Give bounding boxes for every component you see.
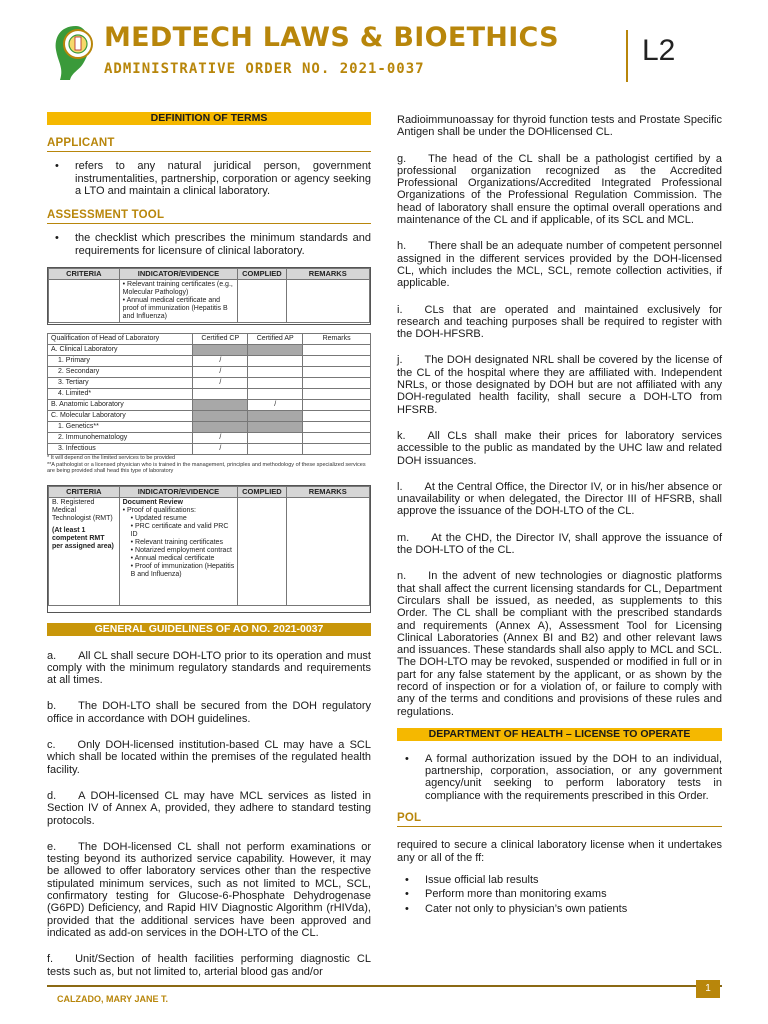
bullet-icon: • <box>405 902 409 915</box>
guideline-paragraph: n. In the advent of new technologies or diagnostic platforms that shall affect the current licensing standards for CL, Department Circulars shall be issued, as needed, as supplements to this Order. The CL shall be compliant with the prescribed standards and requirements (Annex A), Assessment Tool for Licensing Clinical Laboratories (Annex BI and B2) and other relevant laws and issuances. These standards shall also apply to MCL and SCL. The DOH-LTO may be revoked, suspended or modified in full or in part for any false statement by the applicant, or as shown by the record of inspection or for a violation of, or failure to comply with any of the terms and conditions and provisions of these rules and regulations. <box>397 570 722 718</box>
table-cell <box>238 497 286 605</box>
table-cell <box>286 497 369 605</box>
table-header: COMPLIED <box>238 269 286 280</box>
table-row: 2. Secondary / <box>48 367 371 378</box>
table-header: Certified AP <box>248 334 303 345</box>
table-row: 4. Limited* <box>48 389 371 400</box>
table-row: 3. Tertiary / <box>48 378 371 389</box>
left-column <box>47 112 371 978</box>
list-item: • Perform more than monitoring exams <box>397 888 722 900</box>
guideline-paragraph: i. CLs that are operated and maintained exclusively for research and teaching purposes shall be required to register with the DOH-HFSRB. <box>397 303 722 341</box>
page-header <box>0 0 768 95</box>
list-item <box>47 232 371 257</box>
table-cell <box>286 280 369 323</box>
header-divider <box>626 30 628 82</box>
table-header: Certified CP <box>193 334 248 345</box>
guideline-paragraph: d. A DOH-licensed CL may have MCL services as listed in Section IV of Annex A, provided, they adhere to standard testing protocols. <box>47 789 371 827</box>
author-name: CALZADO, MARY JANE T. <box>57 994 169 1004</box>
guideline-paragraph: a. All CL shall secure DOH-LTO prior to its operation and must comply with the minimum regulatory standards and requirements at all times. <box>47 649 371 687</box>
table-cell <box>238 280 286 323</box>
document-title: MEDTECH LAWS & BIOETHICS <box>104 22 559 53</box>
section-bar-definition: DEFINITION OF TERMS <box>47 112 371 125</box>
table-header: INDICATOR/EVIDENCE <box>119 486 238 497</box>
table-header: CRITERIA <box>49 269 120 280</box>
table-row: A. Clinical Laboratory <box>48 345 371 356</box>
list-item: • Notarized employment contract <box>130 546 232 554</box>
table-row: B. Anatomic Laboratory / <box>48 400 371 411</box>
table-cell <box>119 280 238 323</box>
table-row: 1. Genetics** <box>48 422 371 433</box>
list-item: • Issue official lab results <box>397 874 722 886</box>
bullet-icon: • <box>405 873 409 886</box>
guideline-paragraph: f. Unit/Section of health facilities performing diagnostic CL tests such as, but not limited to, arterial blood gas and/or <box>47 953 371 978</box>
right-column <box>397 112 722 915</box>
table-footnote: * It will depend on the limited services to be provided <box>47 455 176 462</box>
guideline-paragraph: g. The head of the CL shall be a pathologist certified by a professional organization recognized as the Accredited Professional Organizations/Accredited Integrated Professional Organizations of the Professional Regulation Commission. The head of laboratory shall ensure the optimal overall operations and maintenance of the CL and if applicable, of its SCL and MCL. <box>397 152 722 227</box>
guideline-paragraph: b. The DOH-LTO shall be secured from the DOH regulatory office in accordance with DOH guidelines. <box>47 700 371 725</box>
lto-definition: A formal authorization issued by the DOH to an individual, partnership, corporation, association, or any government agency/unit seeking to perform laboratory tests in compliance with the requirements prescribed in this Order. <box>425 752 722 802</box>
guideline-paragraph: j. The DOH designated NRL shall be covered by the license of the CL of the hospital where they are affiliated with. Independent NRLs, or those designated by DOH but are not affiliated with any DOH-regulated health facility, shall secure a DOH-LTO from HFSRB. <box>397 354 722 416</box>
criteria-table-2 <box>47 485 371 613</box>
bullet-icon: • <box>55 232 59 245</box>
list-item: • Annual medical certificate and proof of immunization (Hepatitis B and Influenza) <box>122 297 228 321</box>
table-row: 1. Primary / <box>48 356 371 367</box>
list-item: • Cater not only to physician’s own patients <box>397 903 722 915</box>
list-item: • Updated resume <box>130 514 187 522</box>
bullet-icon: • <box>405 888 409 901</box>
page-number: 1 <box>696 980 720 998</box>
guideline-paragraph: Radioimmunoassay for thyroid function tests and Prostate Specific Antigen shall be under the DOHlicensed CL. <box>397 114 722 139</box>
document-subtitle: ADMINISTRATIVE ORDER NO. 2021-0037 <box>104 61 425 77</box>
section-bar-guidelines: GENERAL GUIDELINES OF AO NO. 2021-0037 <box>47 623 371 636</box>
guideline-paragraph: c. Only DOH-licensed institution-based CL may have a SCL which shall be located within the premises of the regulated health facility. <box>47 739 371 776</box>
criteria-table-1 <box>47 267 371 325</box>
list-item: • Proof of immunization (Hepatitis B and Influenza) <box>130 562 235 578</box>
table-header: Remarks <box>303 334 371 345</box>
guideline-paragraph: h. There shall be an adequate number of competent personnel assigned in the different services provided by the DOH-licensed CL, which includes the MCL, SCL, remote collection activities, if applicable. <box>397 240 722 290</box>
bullet-icon: • <box>55 160 59 173</box>
heading-applicant: APPLICANT <box>47 137 371 152</box>
guideline-paragraph: k. All CLs shall make their prices for laboratory services accessible to the public as mandated by the UHC law and related DOH issuances. <box>397 429 722 467</box>
table-cell <box>49 280 120 323</box>
lesson-number: L2 <box>642 34 676 67</box>
table-header: REMARKS <box>286 486 369 497</box>
pol-description: required to secure a clinical laboratory license when it undertakes any or all of the ff: <box>397 839 722 864</box>
list-item: • Annual medical certificate <box>130 554 215 562</box>
list-item <box>47 160 371 197</box>
guideline-paragraph: l. At the Central Office, the Director IV, or in his/her absence or unavailability or when delegated, the Director III of HFSRB, shall approve the issuance of the DOH-LTO of the CL. <box>397 480 722 518</box>
heading-assessment-tool: ASSESSMENT TOOL <box>47 209 371 224</box>
table-header: COMPLIED <box>238 486 286 497</box>
footer-divider <box>47 985 722 987</box>
table-footnote: **A pathologist or a licensed physician who is trained in the management, principles and methodology of these specialized services are being provided shall head this type of laboratory <box>47 461 366 475</box>
list-item <box>397 753 722 802</box>
table-row: 3. Infectious / <box>48 444 371 455</box>
college-seal-logo-icon <box>50 22 102 84</box>
guideline-paragraph: e. The DOH-licensed CL shall not perform examinations or testing beyond its authorized service capability. However, it may be allowed to offer laboratory services other than the respective stipulated minimum services, such as not limited to MCL, SCL, confirmatory testing for Glucose-6-Phosphate Dehydrogenase (G6PD) Deficiency, and Rapid HIV Diagnostic Algorithm (rHIVda), provided that the additional services have been approved and indicated as add-on services in the DOH-LTO of the CL. <box>47 840 371 939</box>
table-header: CRITERIA <box>49 486 120 497</box>
bullet-icon: • <box>405 752 409 765</box>
table-row: 2. Immunohematology / <box>48 433 371 444</box>
table-row: C. Molecular Laboratory <box>48 411 371 422</box>
guideline-paragraph: m. At the CHD, the Director IV, shall approve the issuance of the DOH-LTO of the CL. <box>397 531 722 557</box>
applicant-definition: refers to any natural juridical person, government instrumentalities, partnership, corporation or agency seeking a LTO and maintain a clinical laboratory. <box>75 160 371 197</box>
section-bar-lto: DEPARTMENT OF HEALTH – LICENSE TO OPERATE <box>397 728 722 741</box>
table-header: Qualification of Head of Laboratory <box>48 334 193 345</box>
table-cell: B. Registered Medical Technologist (RMT) (At least 1 competent RMT per assigned area) <box>49 497 120 605</box>
heading-pol: POL <box>397 812 722 827</box>
head-of-laboratory-table <box>47 333 371 475</box>
assessment-definition: the checklist which prescribes the minimum standards and requirements for licensure of clinical laboratory. <box>75 232 371 257</box>
list-item: • Relevant training certificates <box>130 538 223 546</box>
list-item: • Relevant training certificates (e.g., Molecular Pathology) <box>122 281 233 297</box>
table-header: INDICATOR/EVIDENCE <box>119 269 238 280</box>
list-item: • PRC certificate and valid PRC ID <box>130 522 229 538</box>
table-header: REMARKS <box>286 269 369 280</box>
table-cell: Document Review • Proof of qualifications: • Updated resume • PRC certificate and valid PRC ID • Relevant training certificates • Notarized employment contract • Annual medical certificate • Proof of immunization (Hepatitis B and Influenza) <box>119 497 238 605</box>
